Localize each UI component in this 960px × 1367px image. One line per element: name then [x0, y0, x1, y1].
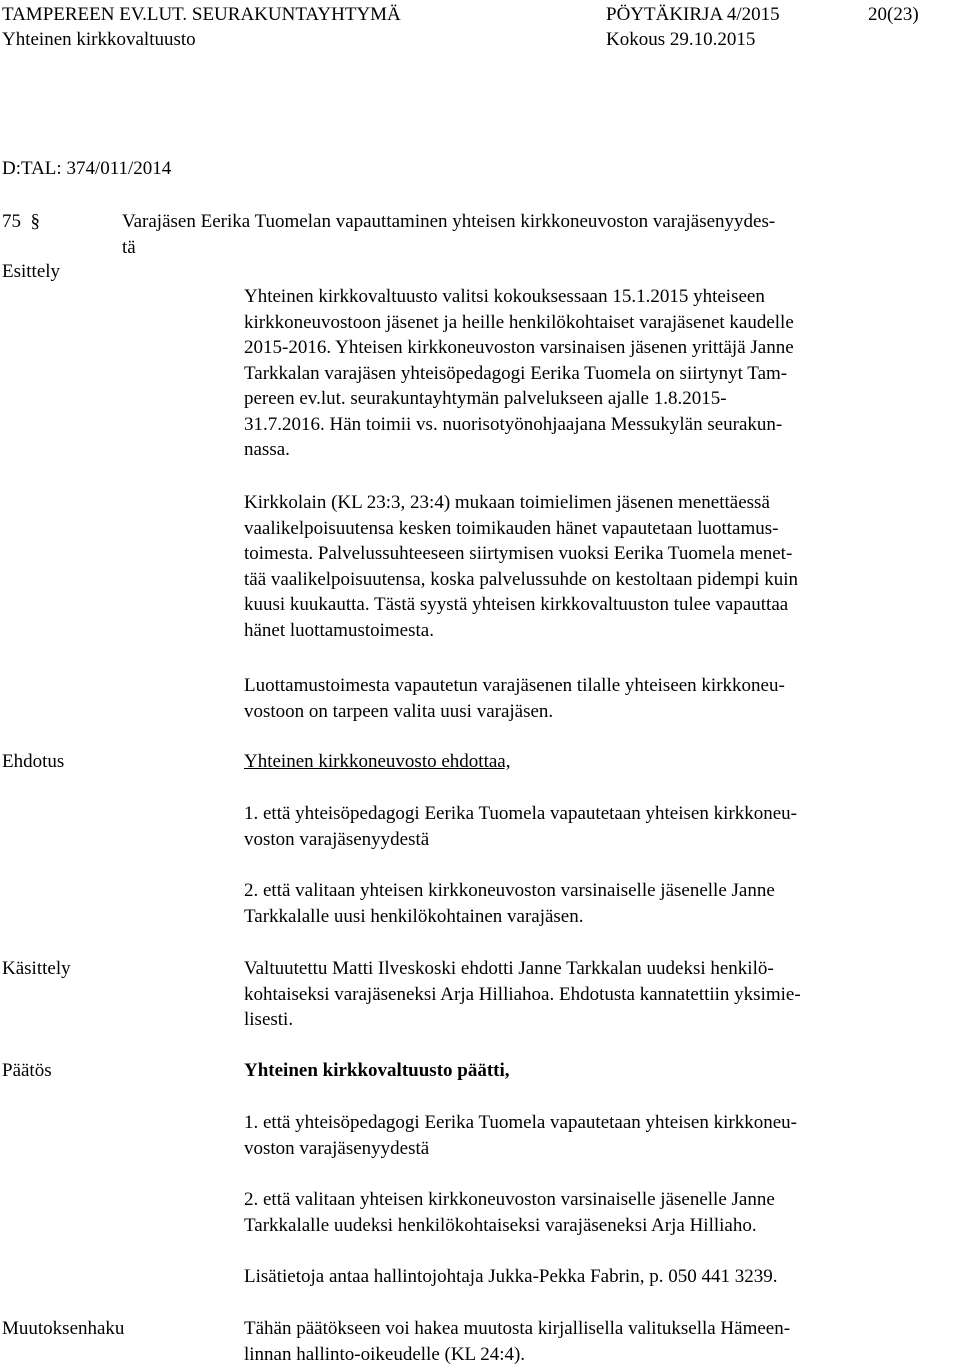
text-line: vaalikelpoisuutensa kesken toimikauden hänet vapautetaan luottamus-	[244, 516, 944, 542]
text-line: 31.7.2016. Hän toimii vs. nuorisotyönohjaajana Messukylän seurakun-	[244, 412, 944, 438]
text-line: kohtaiseksi varajäseneksi Arja Hilliahoa. Ehdotusta kannatettiin yksimie-	[244, 982, 944, 1008]
text-line: lisesti.	[244, 1007, 944, 1033]
text-line: nassa.	[244, 437, 944, 463]
header-document-title: PÖYTÄKIRJA 4/2015	[606, 4, 780, 26]
text-line: 2015-2016. Yhteisen kirkkoneuvoston varsinaisen jäsenen yrittäjä Janne	[244, 335, 944, 361]
text-line: Tarkkalalle uudeksi henkilökohtaiseksi varajäseneksi Arja Hilliaho.	[244, 1213, 944, 1239]
text-line: pereen ev.lut. seurakuntayhtymän palvelukseen ajalle 1.8.2015-	[244, 386, 944, 412]
text-line: Tähän päätökseen voi hakea muutosta kirjallisella valituksella Hämeen-	[244, 1316, 944, 1342]
text-line: Valtuutettu Matti Ilveskoski ehdotti Janne Tarkkalan uudeksi henkilö-	[244, 956, 944, 982]
label-muutoksenhaku: Muutoksenhaku	[2, 1316, 124, 1342]
esittely-paragraph-3	[244, 673, 944, 724]
record-number: D:TAL: 374/011/2014	[2, 156, 171, 182]
header-page-number: 20(23)	[868, 4, 919, 26]
esittely-paragraph-2	[244, 490, 944, 643]
section-sign: §	[31, 211, 41, 232]
muutoksenhaku-text	[244, 1316, 944, 1367]
label-ehdotus: Ehdotus	[2, 749, 64, 775]
header-organization: TAMPEREEN EV.LUT. SEURAKUNTAYHTYMÄ	[2, 4, 401, 26]
label-kasittely: Käsittely	[2, 956, 71, 982]
label-paatos: Päätös	[2, 1058, 52, 1084]
header-body-name: Yhteinen kirkkovaltuusto	[2, 29, 196, 51]
text-line: toimesta. Palvelussuhteeseen siirtymisen vuoksi Eerika Tuomela menet-	[244, 541, 944, 567]
text-line: Yhteinen kirkkovaltuusto valitsi kokouksessaan 15.1.2015 yhteiseen	[244, 284, 944, 310]
text-line: Kirkkolain (KL 23:3, 23:4) mukaan toimielimen jäsenen menettäessä	[244, 490, 944, 516]
ehdotus-item-1	[244, 801, 944, 852]
paatos-item-1	[244, 1110, 944, 1161]
paatos-heading: Yhteinen kirkkovaltuusto päätti,	[244, 1058, 944, 1084]
item-title-line: Varajäsen Eerika Tuomelan vapauttaminen yhteisen kirkkoneuvoston varajäsenyydes-	[122, 209, 775, 235]
item-title-line: tä	[122, 235, 775, 261]
item-number-value: 75	[2, 211, 21, 232]
esittely-paragraph-1	[244, 284, 944, 463]
paatos-item-2	[244, 1187, 944, 1238]
ehdotus-item-2	[244, 878, 944, 929]
text-line: 1. että yhteisöpedagogi Eerika Tuomela vapautetaan yhteisen kirkkoneu-	[244, 801, 944, 827]
header-meeting-date: Kokous 29.10.2015	[606, 29, 755, 51]
text-line: linnan hallinto-oikeudelle (KL 24:4).	[244, 1342, 944, 1367]
text-line: hänet luottamustoimesta.	[244, 618, 944, 644]
item-number	[2, 209, 40, 235]
text-line: vostoon on tarpeen valita uusi varajäsen.	[244, 699, 944, 725]
text-line: kirkkoneuvostoon jäsenet ja heille henkilökohtaiset varajäsenet kaudelle	[244, 310, 944, 336]
text-line: 2. että valitaan yhteisen kirkkoneuvoston varsinaiselle jäsenelle Janne	[244, 1187, 944, 1213]
text-line: voston varajäsenyydestä	[244, 827, 944, 853]
text-line: kuusi kuukautta. Tästä syystä yhteisen kirkkovaltuuston tulee vapauttaa	[244, 592, 944, 618]
text-line: tää vaalikelpoisuutensa, koska palvelussuhde on kestoltaan pidempi kuin	[244, 567, 944, 593]
label-esittely: Esittely	[2, 259, 60, 285]
text-line: Luottamustoimesta vapautetun varajäsenen tilalle yhteiseen kirkkoneu-	[244, 673, 944, 699]
text-line: voston varajäsenyydestä	[244, 1136, 944, 1162]
kasittely-text	[244, 956, 944, 1033]
ehdotus-heading: Yhteinen kirkkoneuvosto ehdottaa,	[244, 749, 944, 775]
text-line: Tarkkalan varajäsen yhteisöpedagogi Eerika Tuomela on siirtynyt Tam-	[244, 361, 944, 387]
text-line: 2. että valitaan yhteisen kirkkoneuvoston varsinaiselle jäsenelle Janne	[244, 878, 944, 904]
text-line: Tarkkalalle uusi henkilökohtainen varajäsen.	[244, 904, 944, 930]
item-title	[122, 209, 775, 260]
text-line: 1. että yhteisöpedagogi Eerika Tuomela vapautetaan yhteisen kirkkoneu-	[244, 1110, 944, 1136]
paatos-contact-info: Lisätietoja antaa hallintojohtaja Jukka-Pekka Fabrin, p. 050 441 3239.	[244, 1264, 944, 1290]
